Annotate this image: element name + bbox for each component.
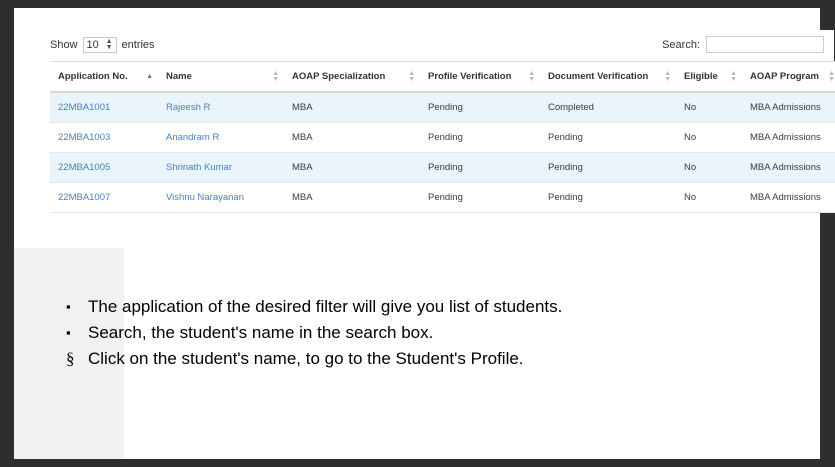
slide-page: [14, 8, 835, 459]
list-item-text: Search, the student's name in the search box.: [88, 323, 434, 342]
cell-application-no[interactable]: 22MBA1001: [50, 92, 158, 123]
table-header-row: [50, 62, 835, 93]
cell-eligible: No: [676, 92, 742, 123]
cell-document-verification: Completed: [540, 92, 676, 123]
sort-updown-icon[interactable]: ▲ ▼: [272, 69, 279, 83]
cell-document-verification: Pending: [540, 183, 676, 213]
cell-document-verification: Pending: [540, 123, 676, 153]
entries-label: entries: [121, 38, 155, 51]
column-header-application-no[interactable]: [50, 62, 158, 93]
column-label: Name: [166, 71, 192, 82]
cell-profile-verification: Pending: [420, 153, 540, 183]
bullet-square-icon: ▪: [66, 325, 71, 340]
list-item: [66, 346, 766, 371]
table-row[interactable]: [50, 183, 835, 213]
cell-eligible: No: [676, 153, 742, 183]
column-label: Eligible: [684, 71, 718, 82]
list-item-text: Click on the student's name, to go to the Student's Profile.: [88, 349, 524, 368]
cell-student-name[interactable]: Vishnu Narayanan: [158, 183, 284, 213]
sort-updown-icon[interactable]: ▲ ▼: [730, 69, 737, 83]
cell-student-name[interactable]: Shrinath Kumar: [158, 153, 284, 183]
table-row[interactable]: [50, 92, 835, 123]
bullet-section-icon: §: [66, 349, 75, 368]
list-item: [66, 294, 766, 319]
column-label: Document Verification: [548, 71, 649, 82]
slide-body: [14, 8, 835, 459]
sort-updown-icon[interactable]: ▲ ▼: [828, 69, 835, 83]
column-label: AOAP Specialization: [292, 71, 386, 82]
cell-application-no[interactable]: 22MBA1003: [50, 123, 158, 153]
column-header-program[interactable]: [742, 62, 835, 93]
cell-student-name[interactable]: Rajeesh R: [158, 92, 284, 123]
cell-program: MBA Admissions: [742, 92, 835, 123]
list-item-text: The application of the desired filter will give you list of students.: [88, 297, 563, 316]
search-input[interactable]: [706, 36, 824, 53]
search-label: Search:: [662, 38, 700, 51]
sort-updown-icon[interactable]: ▲ ▼: [528, 69, 535, 83]
instructions-list: [66, 294, 766, 372]
column-header-specialization[interactable]: [284, 62, 420, 93]
cell-application-no[interactable]: 22MBA1005: [50, 153, 158, 183]
cell-profile-verification: Pending: [420, 183, 540, 213]
column-header-profile-verification[interactable]: [420, 62, 540, 93]
sort-asc-icon[interactable]: ▲: [146, 72, 153, 80]
search-control: [662, 36, 824, 53]
column-header-name[interactable]: [158, 62, 284, 93]
column-label: AOAP Program: [750, 71, 819, 82]
cell-program: MBA Admissions: [742, 183, 835, 213]
cell-eligible: No: [676, 123, 742, 153]
table-controls: [28, 30, 834, 61]
students-table: [50, 61, 835, 213]
cell-specialization: MBA: [284, 123, 420, 153]
students-table-panel: [28, 30, 834, 213]
cell-student-name[interactable]: Anandram R: [158, 123, 284, 153]
show-label: Show: [50, 38, 78, 51]
entries-value: 10: [86, 38, 99, 51]
entries-select[interactable]: [83, 37, 117, 53]
column-header-eligible[interactable]: [676, 62, 742, 93]
table-row[interactable]: [50, 123, 835, 153]
cell-eligible: No: [676, 183, 742, 213]
table-row[interactable]: [50, 153, 835, 183]
cell-specialization: MBA: [284, 92, 420, 123]
column-label: Profile Verification: [428, 71, 512, 82]
cell-program: MBA Admissions: [742, 123, 835, 153]
cell-document-verification: Pending: [540, 153, 676, 183]
chevron-updown-icon[interactable]: ▲ ▼: [105, 37, 113, 51]
cell-profile-verification: Pending: [420, 123, 540, 153]
list-item: [66, 320, 766, 345]
column-label: Application No.: [58, 71, 128, 82]
bullet-square-icon: ▪: [66, 299, 71, 314]
sort-updown-icon[interactable]: ▲ ▼: [664, 69, 671, 83]
show-entries-control: [50, 37, 155, 53]
cell-specialization: MBA: [284, 183, 420, 213]
cell-application-no[interactable]: 22MBA1007: [50, 183, 158, 213]
sort-updown-icon[interactable]: ▲ ▼: [408, 69, 415, 83]
cell-specialization: MBA: [284, 153, 420, 183]
cell-program: MBA Admissions: [742, 153, 835, 183]
column-header-document-verification[interactable]: [540, 62, 676, 93]
cell-profile-verification: Pending: [420, 92, 540, 123]
